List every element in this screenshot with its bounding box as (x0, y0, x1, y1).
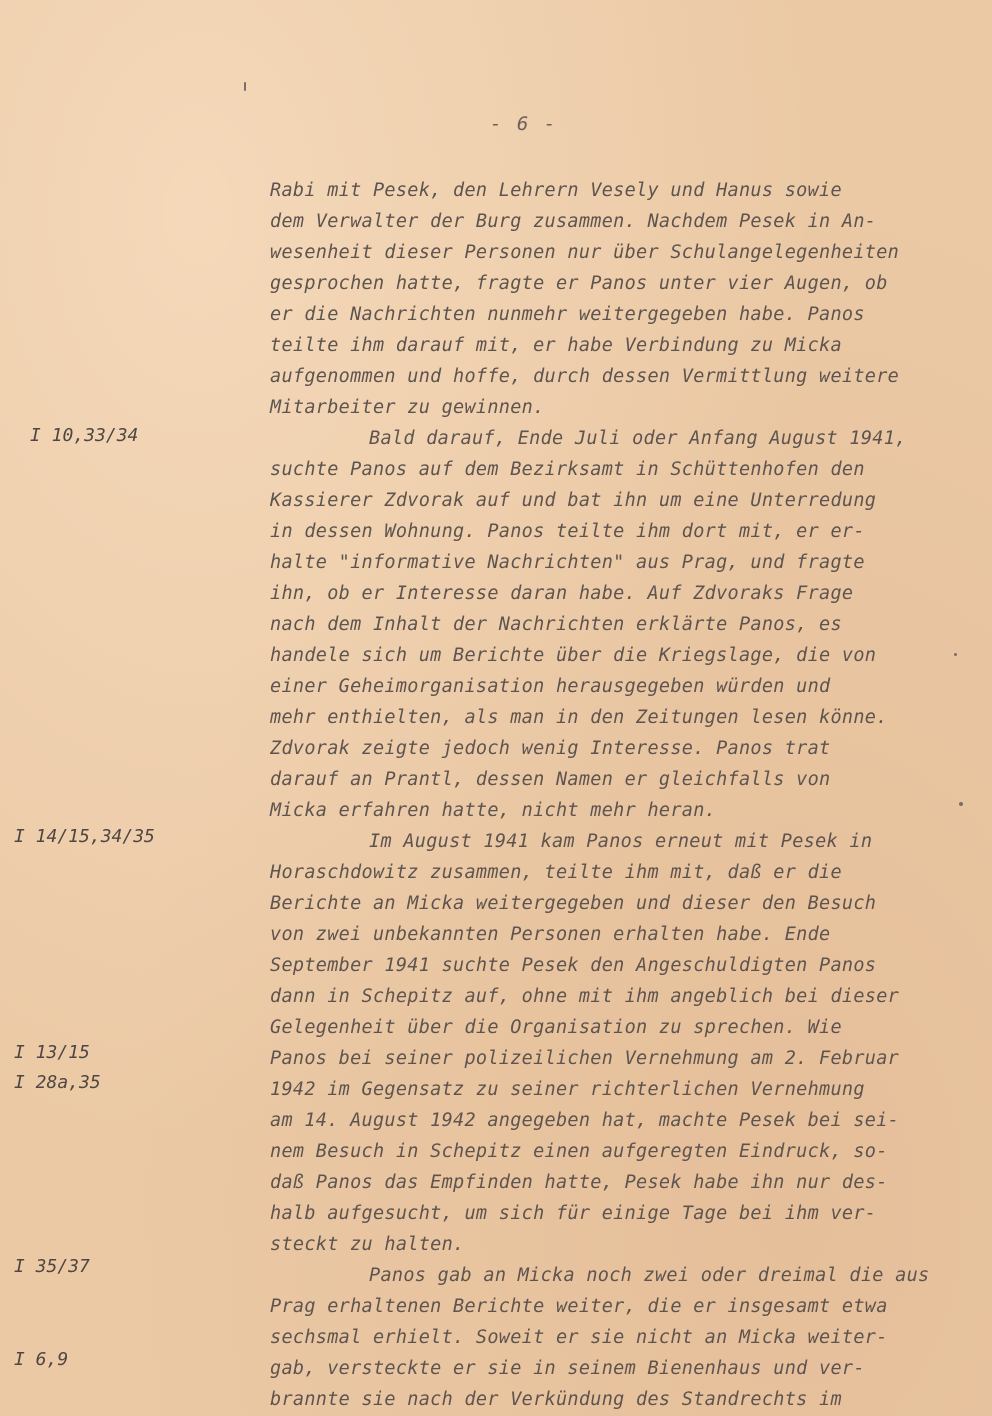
paragraph-first-line: Bald darauf, Ende Juli oder Anfang August 1941, (369, 428, 907, 449)
text-line: sechsmal erhielt. Soweit er sie nicht an Micka weiter- (270, 1327, 888, 1348)
text-line: gab, versteckte er sie in seinem Bienenhaus und ver- (270, 1358, 865, 1379)
margin-ref: I 10,33/34 (30, 425, 139, 446)
paragraph-first-line: Panos gab an Micka noch zwei oder dreimal die aus (369, 1265, 930, 1286)
text-line: Panos bei seiner polizeilichen Vernehmung am 2. Februar (270, 1048, 900, 1069)
ink-speck (959, 802, 963, 806)
text-line: Zdvorak zeigte jedoch wenig Interesse. Panos trat (270, 738, 831, 759)
text-line: von zwei unbekannten Personen erhalten habe. Ende (270, 924, 831, 945)
text-line: wesenheit dieser Personen nur über Schulangelegenheiten (270, 242, 900, 263)
text-line: darauf an Prantl, dessen Namen er gleichfalls von (270, 769, 831, 790)
text-line: Horaschdowitz zusammen, teilte ihm mit, daß er die (270, 862, 842, 883)
ink-speck (954, 653, 957, 656)
text-line: Micka erfahren hatte, nicht mehr heran. (270, 800, 717, 821)
text-line: dem Verwalter der Burg zusammen. Nachdem Pesek in An- (270, 211, 877, 232)
text-line: einer Geheimorganisation herausgegeben würden und (270, 676, 831, 697)
text-line: September 1941 suchte Pesek den Angeschuldigten Panos (270, 955, 877, 976)
margin-ref: I 14/15,34/35 (14, 826, 155, 847)
text-line: mehr enthielten, als man in den Zeitungen lesen könne. (270, 707, 888, 728)
margin-ref: I 6,9 (14, 1349, 69, 1370)
text-line: Kassierer Zdvorak auf und bat ihn um eine Unterredung (270, 490, 877, 511)
text-line: er die Nachrichten nunmehr weitergegeben habe. Panos (270, 304, 865, 325)
text-line: dann in Schepitz auf, ohne mit ihm angeblich bei dieser (270, 986, 900, 1007)
text-line: gesprochen hatte, fragte er Panos unter vier Augen, ob (270, 273, 888, 294)
text-line: suchte Panos auf dem Bezirksamt in Schüttenhofen den (270, 459, 865, 480)
text-line: Berichte an Micka weitergegeben und dieser den Besuch (270, 893, 877, 914)
text-line: in dessen Wohnung. Panos teilte ihm dort mit, er er- (270, 521, 865, 542)
margin-references (0, 0, 260, 1416)
text-line: halte "informative Nachrichten" aus Prag, und fragte (270, 552, 865, 573)
text-line: teilte ihm darauf mit, er habe Verbindung zu Micka (270, 335, 842, 356)
text-line: nem Besuch in Schepitz einen aufgeregten Eindruck, so- (270, 1141, 888, 1162)
margin-ref: I 35/37 (14, 1256, 90, 1277)
paragraph-first-line: Im August 1941 kam Panos erneut mit Pesek in (369, 831, 873, 852)
text-line: handele sich um Berichte über die Kriegslage, die von (270, 645, 877, 666)
body-text (270, 175, 975, 1415)
margin-ref: I 13/15 (14, 1042, 90, 1063)
text-line: daß Panos das Empfinden hatte, Pesek habe ihn nur des- (270, 1172, 888, 1193)
text-line: aufgenommen und hoffe, durch dessen Vermittlung weitere (270, 366, 900, 387)
text-line: Gelegenheit über die Organisation zu sprechen. Wie (270, 1017, 842, 1038)
ink-speck (244, 82, 246, 91)
text-line: nach dem Inhalt der Nachrichten erklärte Panos, es (270, 614, 842, 635)
page-number: - 6 - (490, 113, 558, 135)
text-line: Mitarbeiter zu gewinnen. (270, 397, 545, 418)
text-line: halb aufgesucht, um sich für einige Tage bei ihm ver- (270, 1203, 877, 1224)
text-line: steckt zu halten. (270, 1234, 465, 1255)
margin-ref: I 28a,35 (14, 1072, 101, 1093)
text-line: Rabi mit Pesek, den Lehrern Vesely und Hanus sowie (270, 180, 842, 201)
text-line: Prag erhaltenen Berichte weiter, die er insgesamt etwa (270, 1296, 888, 1317)
text-line: 1942 im Gegensatz zu seiner richterlichen Vernehmung (270, 1079, 865, 1100)
text-line: am 14. August 1942 angegeben hat, machte Pesek bei sei- (270, 1110, 900, 1131)
text-line: brannte sie nach der Verkündung des Standrechts im (270, 1389, 842, 1410)
text-line: ihn, ob er Interesse daran habe. Auf Zdvoraks Frage (270, 583, 854, 604)
